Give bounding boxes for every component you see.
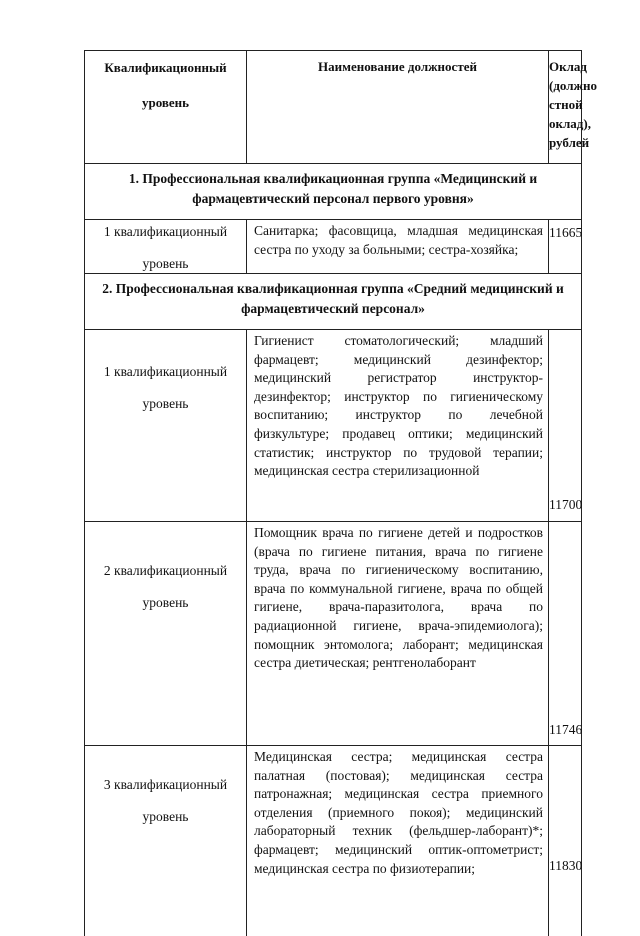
salary-value: 11746 (549, 722, 581, 738)
level-sublabel: уровень (85, 580, 246, 612)
group-1-title (85, 164, 582, 220)
salary-value: 11700 (549, 497, 581, 513)
header-salary-line: оклад), (549, 114, 581, 133)
document-page (84, 50, 581, 936)
group-1-row (85, 164, 582, 220)
group-2-title-line-1: 2. Профессиональная квалификационная группа «Средний медицинский и (89, 279, 577, 299)
level-label: 1 квалификационный (85, 223, 246, 241)
salary-value: 11665 (549, 225, 581, 241)
header-level-cell (85, 51, 247, 164)
level-cell (85, 330, 247, 522)
positions-cell: Медицинская сестра; медицинская сестра палатная (постовая); медицинская сестра патронажная; медицинская сестра приемного отделения (приемного покоя); медицинский лабораторный техник (фельдшер-лаборант)*; фармацевт; медицинский оптик-оптометрист; медицинская сестра по физиотерапии; (247, 746, 549, 936)
group-2-row (85, 274, 582, 330)
header-salary-line: стной (549, 95, 581, 114)
positions-cell: Санитарка; фасовщица, младшая медицинская сестра по уходу за больными; сестра-хозяйка; (247, 220, 549, 274)
table-row (85, 330, 582, 522)
group-2-title (85, 274, 582, 330)
table-header-row (85, 51, 582, 164)
header-salary-line: (должно (549, 76, 581, 95)
salary-cell (549, 220, 582, 274)
salary-value: 11830 (549, 858, 581, 874)
level-cell (85, 746, 247, 936)
salary-cell (549, 746, 582, 936)
group-1-title-line-2: фармацевтический персонал первого уровня» (89, 189, 577, 209)
header-salary-cell (549, 51, 582, 164)
level-label: 2 квалификационный (85, 562, 246, 580)
level-sublabel: уровень (85, 381, 246, 413)
level-label: 1 квалификационный (85, 363, 246, 381)
level-cell (85, 220, 247, 274)
positions-cell: Помощник врача по гигиене детей и подростков (врача по гигиене питания, врача по гигиене труда, врача по гигиеническому воспитанию, врача по коммунальной гигиене, врача по общей гигиене, врача-паразитолога, врача по радиационной гигиене, врача-эпидемиолога); помощник энтомолога; лаборант; медицинская сестра диетическая; рентгенолаборант (247, 522, 549, 746)
header-salary-line: Оклад (549, 57, 581, 76)
level-sublabel: уровень (85, 241, 246, 273)
level-label: 3 квалификационный (85, 776, 246, 794)
header-salary-line: рублей (549, 133, 581, 152)
header-level-label-1: Квалификационный (85, 51, 246, 77)
group-1-title-line-1: 1. Профессиональная квалификационная группа «Медицинский и (89, 169, 577, 189)
header-level-label-2: уровень (85, 77, 246, 112)
salary-cell (549, 330, 582, 522)
salary-table (84, 50, 582, 936)
table-row (85, 522, 582, 746)
table-row (85, 746, 582, 936)
level-sublabel: уровень (85, 794, 246, 826)
table-row (85, 220, 582, 274)
level-cell (85, 522, 247, 746)
header-name-cell: Наименование должностей (247, 51, 549, 164)
positions-cell: Гигиенист стоматологический; младший фармацевт; медицинский дезинфектор; медицинский регистратор инструктор-дезинфектор; инструктор по гигиеническому воспитанию; инструктор по лечебной физкультуре; продавец оптики; медицинский статистик; инструктор по трудовой терапии; медицинская сестра стерилизационной (247, 330, 549, 522)
group-2-title-line-2: фармацевтический персонал» (89, 299, 577, 319)
salary-cell (549, 522, 582, 746)
